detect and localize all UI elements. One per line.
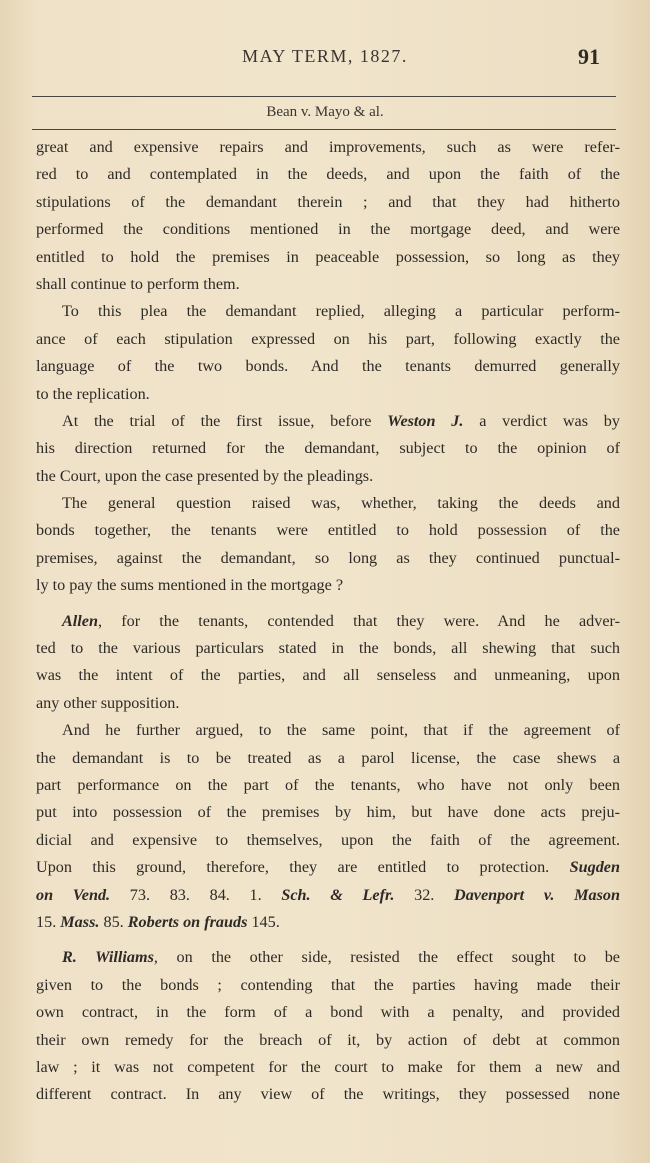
text-line: his direction returned for the demandant, subject to the opinion of [36, 439, 620, 458]
text-run: 32. [394, 885, 455, 904]
text-run: Upon this ground, therefore, they are entitled to protection. [36, 858, 570, 877]
body-text [36, 134, 620, 1109]
counsel-name: R. Williams [62, 948, 154, 967]
text-line: the Court, upon the case presented by the pleadings. [36, 466, 374, 485]
text-run: 145. [247, 912, 280, 931]
text-line [36, 882, 620, 909]
text-line: entitled to hold the premises in peaceable possession, so long as they [36, 247, 620, 266]
running-head: MAY TERM, 1827. [242, 46, 408, 66]
text-line [36, 944, 620, 971]
text-line: the demandant is to be treated as a parol license, the case shews a [36, 748, 620, 767]
text-line: ted to the various particulars stated in the bonds, all shewing that such [36, 639, 620, 658]
text-line: shall continue to perform them. [36, 274, 240, 293]
paragraph-4 [36, 490, 620, 600]
text-line: any other supposition. [36, 693, 180, 712]
text-line: part performance on the part of the tenants, who have not only been [36, 775, 620, 794]
paragraph-5 [36, 608, 620, 718]
text-line [36, 408, 620, 435]
header-rule-top [32, 96, 616, 97]
text-line: to the replication. [36, 384, 150, 403]
citation: Davenport v. Mason [454, 885, 621, 904]
text-line: their own remedy for the breach of it, by action of debt at common [36, 1030, 620, 1049]
text-line: law ; it was not competent for the court to make for them a new and [36, 1057, 620, 1076]
citation: Sch. & Lefr. [281, 885, 395, 904]
text-line: The general question raised was, whether, taking the deeds and [62, 494, 620, 513]
paragraph-gap [36, 600, 620, 608]
text-line [36, 854, 620, 881]
text-line: put into possession of the premises by him, but have done acts preju- [36, 803, 620, 822]
text-line: performed the conditions mentioned in the mortgage deed, and were [36, 220, 620, 239]
paragraph-3 [36, 408, 620, 490]
text-run: 15. [36, 912, 61, 931]
text-line: dicial and expensive to themselves, upon the faith of the agreement. [36, 830, 620, 849]
paragraph-7 [36, 944, 620, 1108]
judge-name: Weston J. [387, 411, 464, 430]
citation: Roberts on frauds [127, 912, 248, 931]
text-line: given to the bonds ; contending that the parties having made their [36, 975, 620, 994]
text-line [36, 909, 620, 936]
text-line: premises, against the demandant, so long as they continued punctual- [36, 548, 620, 567]
text-run: a verdict was by [463, 411, 620, 430]
text-line: different contract. In any view of the writings, they possessed none [36, 1085, 620, 1104]
text-line: language of the two bonds. And the tenants demurred generally [36, 357, 620, 376]
page-number: 91 [578, 44, 600, 69]
text-line: ance of each stipulation expressed on his part, following exactly the [36, 329, 620, 348]
header-rule-bottom [32, 129, 616, 130]
citation: on Vend. [36, 885, 111, 904]
citation: Sugden [569, 858, 620, 877]
text-line: great and expensive repairs and improvements, such as were refer- [36, 138, 620, 156]
counsel-name: Allen [62, 611, 98, 630]
paragraph-6 [36, 717, 620, 936]
text-run: At the trial of the first issue, before [62, 411, 388, 430]
text-line: To this plea the demandant replied, alleging a particular perform- [62, 302, 620, 321]
text-line [36, 608, 620, 635]
text-run: , on the other side, resisted the effect sought to be [153, 948, 620, 967]
paragraph-gap [36, 936, 620, 944]
text-line: red to and contemplated in the deeds, and upon the faith of the [36, 165, 620, 184]
citation: Mass. [60, 912, 100, 931]
paragraph-2 [36, 298, 620, 408]
text-line: And he further argued, to the same point, that if the agreement of [62, 721, 620, 740]
text-line: own contract, in the form of a bond with a penalty, and provided [36, 1003, 620, 1022]
text-line: stipulations of the demandant therein ; and that they had hitherto [36, 192, 620, 211]
paragraph-1 [36, 134, 620, 298]
case-title: Bean v. Mayo & al. [266, 104, 384, 120]
text-line: bonds together, the tenants were entitled to hold possession of the [36, 521, 620, 540]
text-run: , for the tenants, contended that they were. And he adver- [97, 611, 620, 630]
text-run: 85. [99, 912, 128, 931]
text-run: 73. 83. 84. 1. [110, 885, 282, 904]
text-line: ly to pay the sums mentioned in the mortgage ? [36, 576, 344, 595]
text-line: was the intent of the parties, and all senseless and unmeaning, upon [36, 666, 620, 685]
